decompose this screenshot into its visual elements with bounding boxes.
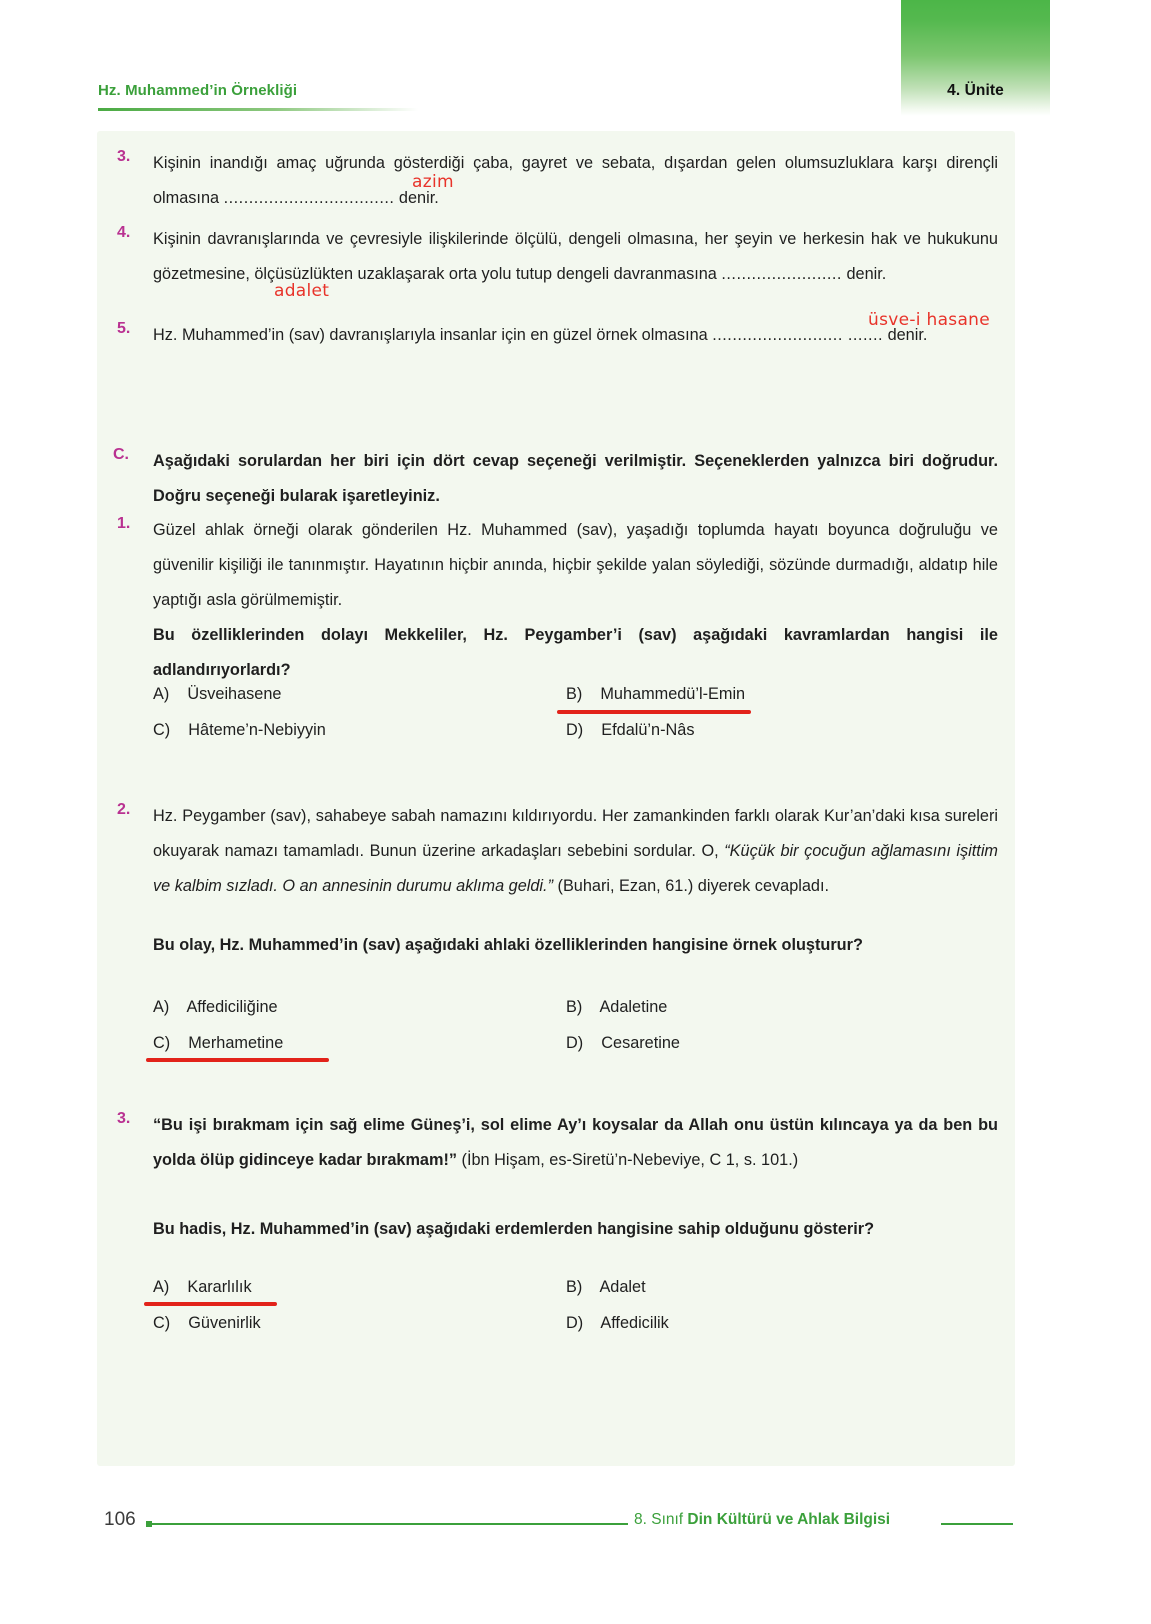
option-key: D): [566, 1034, 584, 1052]
question-1-prompt: Bu özelliklerinden dolayı Mekkeliler, Hz. Peygamber’i (sav) aşağıdaki kavramlardan hangisi ile adlandırıyorlardı?: [153, 626, 998, 679]
option-key: A): [153, 1278, 170, 1296]
fill-in-4-dots: ........................: [721, 265, 842, 283]
page-number: 106: [104, 1509, 136, 1530]
question-2-stem-quote: “Küçük bir çocuğun ağlamasını işittim ve kalbim sızladı. O an annesinin durumu aklıma geldi.”: [153, 842, 998, 895]
question-2-option-a[interactable]: [153, 998, 278, 1017]
fill-in-item-3-text: [153, 146, 998, 216]
question-3-option-a[interactable]: [153, 1278, 252, 1297]
option-key: C): [153, 1034, 171, 1052]
option-key: B): [566, 1278, 583, 1296]
option-label: Adaletine: [599, 998, 668, 1016]
option-label: Güvenirlik: [188, 1314, 261, 1332]
question-1-stem: Güzel ahlak örneği olarak gönderilen Hz. Muhammed (sav), yaşadığı toplumda hayatı boyunca doğruluğu ve güvenilir kişiliği ile tanınmıştır. Hayatının hiçbir anında, hiçbir şekilde yalan söylediği, sözünde durmadığı, aldatıp hile yaptığı asla görülmemiştir.: [153, 521, 998, 609]
question-number-1: 1.: [117, 515, 131, 532]
fill-in-5-dots: .......................... .......: [712, 326, 884, 344]
question-3-stem-source: (İbn Hişam, es-Siretü’n-Nebeviye, C 1, s. 101.): [457, 1151, 799, 1169]
question-number-3: 3.: [117, 1110, 131, 1127]
question-2-option-c[interactable]: [153, 1034, 283, 1053]
option-label: Affediciliğine: [186, 998, 278, 1016]
option-key: C): [153, 721, 171, 739]
option-label: Merhametine: [188, 1034, 284, 1052]
handwritten-answer-3: azim: [412, 172, 454, 192]
footer-rule-right: [941, 1523, 1013, 1525]
question-2-stem-part1: Hz. Peygamber (sav), sahabeye sabah namazını kıldırıyordu. Her zamankinden farklı olarak Kur’an’daki kısa sureleri okuyarak namazı tamamladı. Bunun üzerine arkadaşları sebebini sordular. O,: [153, 807, 998, 860]
option-label: Cesaretine: [601, 1034, 680, 1052]
question-3-option-d[interactable]: [566, 1314, 669, 1333]
fill-in-4-after: denir.: [841, 265, 887, 283]
answer-underline-q3-a: [144, 1302, 277, 1306]
unit-label: 4. Ünite: [947, 82, 1004, 99]
question-1-option-a[interactable]: [153, 685, 281, 704]
chapter-title-rule: [98, 108, 418, 111]
footer-grade: 8. Sınıf: [634, 1511, 688, 1528]
fill-in-5-after: denir.: [883, 326, 928, 344]
question-2-prompt: Bu olay, Hz. Muhammed’in (sav) aşağıdaki ahlaki özelliklerinden hangisine örnek oluşturur?: [153, 936, 863, 954]
question-2-option-d[interactable]: [566, 1034, 680, 1053]
question-1-option-d[interactable]: [566, 721, 694, 740]
question-1-option-c[interactable]: [153, 721, 326, 740]
question-2-stem: [153, 799, 998, 904]
question-3-stem-quote: “Bu işi bırakmam için sağ elime Güneş’i, sol elime Ay’ı koysalar da Allah onu üstün kılıncaya ya da ben bu yolda ölüp gidinceye kadar bırakmam!”: [153, 1116, 998, 1169]
item-number-5: 5.: [117, 320, 131, 337]
option-label: Affedicilik: [600, 1314, 669, 1332]
option-label: Üsveihasene: [187, 685, 282, 703]
option-key: D): [566, 721, 584, 739]
question-1-option-b[interactable]: [566, 685, 745, 704]
question-number-2: 2.: [117, 801, 131, 818]
option-label: Adalet: [599, 1278, 646, 1296]
option-key: C): [153, 1314, 171, 1332]
question-3-prompt: Bu hadis, Hz. Muhammed’in (sav) aşağıdaki erdemlerden hangisine sahip olduğunu gösterir?: [153, 1220, 875, 1238]
handwritten-answer-5: üsve-i hasane: [868, 310, 991, 330]
question-2-stem-part2: (Buhari, Ezan, 61.) diyerek cevapladı.: [553, 877, 830, 895]
handwritten-answer-4: adalet: [274, 281, 330, 301]
fill-in-3-before: Kişinin inandığı amaç uğrunda gösterdiği çaba, gayret ve sebata, dışardan gelen olumsuzluklara karşı dirençli olmasına: [153, 154, 998, 207]
option-label: Kararlılık: [187, 1278, 252, 1296]
option-key: B): [566, 685, 583, 703]
question-3-stem: [153, 1108, 998, 1178]
answer-underline-q1-b: [557, 710, 751, 714]
option-key: D): [566, 1314, 584, 1332]
footer-subject-name: Din Kültürü ve Ahlak Bilgisi: [687, 1511, 891, 1528]
question-2-option-b[interactable]: [566, 998, 667, 1017]
fill-in-5-before: Hz. Muhammed’in (sav) davranışlarıyla insanlar için en güzel örnek olmasına: [153, 326, 713, 344]
fill-in-4-before: Kişinin davranışlarında ve çevresiyle ilişkilerinde ölçülü, dengeli olmasına, her şeyin ve herkesin hak ve hukukunu gözetmesine, ölçüsüzlükten uzaklaşarak orta yolu tutup dengeli davranmasına: [153, 230, 998, 283]
question-3-option-b[interactable]: [566, 1278, 646, 1297]
option-key: A): [153, 685, 170, 703]
chapter-title: Hz. Muhammed’in Örnekliği: [98, 82, 298, 99]
footer-rule-left: [152, 1523, 628, 1525]
section-c-instruction: Aşağıdaki sorulardan her biri için dört cevap seçeneği verilmiştir. Seçeneklerden yalnızca biri doğrudur. Doğru seçeneği bularak işaretleyiniz.: [153, 452, 998, 505]
question-3-option-c[interactable]: [153, 1314, 261, 1333]
option-key: A): [153, 998, 170, 1016]
option-label: Hâteme’n-Nebiyyin: [188, 721, 326, 739]
answer-underline-q2-c: [146, 1058, 329, 1062]
fill-in-3-after: denir.: [394, 189, 439, 207]
option-label: Muhammedü’l-Emin: [600, 685, 746, 703]
section-c-letter: C.: [113, 446, 129, 463]
option-label: Efdalü’n-Nâs: [601, 721, 695, 739]
footer-subject: [634, 1511, 890, 1529]
item-number-3: 3.: [117, 148, 131, 165]
option-key: B): [566, 998, 583, 1016]
fill-in-3-dots: ..................................: [223, 189, 395, 207]
item-number-4: 4.: [117, 224, 131, 241]
